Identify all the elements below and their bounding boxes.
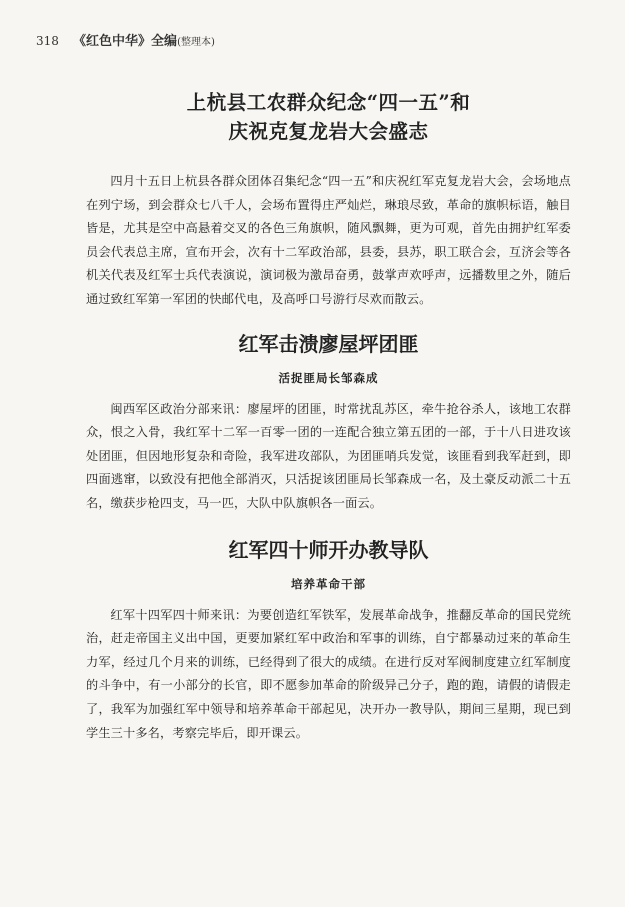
article-1-title-line-1: 上杭县工农群众纪念“四一五”和	[186, 91, 471, 114]
page-content	[86, 88, 571, 745]
edition-note: (整理本)	[177, 37, 215, 48]
article-1	[86, 88, 571, 312]
running-head	[36, 30, 215, 49]
page-number: 318	[36, 34, 59, 48]
article-3-subtitle: 培养革命干部	[291, 576, 366, 591]
article-3-body: 红军十四军四十师来讯：为要创造红军铁军，发展革命战争，推翻反革命的国民党统治，赶走帝国主义出中国，更要加紧红军中政治和军事的训练，自宁都暴动过来的革命生力军，经过几个月来的训练，已经得到了很大的成绩。在进行反对军阀制度建立红军制度的斗争中，有一小部分的长官，即不愿参加革命的阶级异己分子，跑的跑，请假的请假走了，我军为加强红军中领导和培养革命干部起见，决开办一教导队，期间三星期，现已到学生三十多名，考察完毕后，即开课云。	[86, 607, 571, 740]
article-1-title-line-2: 庆祝克复龙岩大会盛志	[228, 120, 429, 143]
article-3-title: 红军四十师开办教导队	[228, 537, 429, 562]
article-2-title: 红军击溃廖屋坪团匪	[238, 331, 419, 356]
article-2-body: 闽西军区政治分部来讯：廖屋坪的团匪，时常扰乱苏区，牵牛抢谷杀人，该地工农群众，恨之入骨，我红军十二军一百零一团的一连配合独立第五团的一部，于十八日进攻该处团匪，但因地形复杂和奇险，我军进攻部队，为团匪哨兵发觉，该匪看到我军赶到，即四面逃窜，以致没有把他全部消灭，只活捉该团匪局长邹森成一名，及土豪反动派二十五名，缴获步枪四支，马一匹，大队中队旗帜各一面云。	[86, 401, 571, 510]
book-title: 《红色中华》全编	[73, 34, 178, 49]
article-2	[86, 330, 571, 516]
article-2-subtitle: 活捉匪局长邹森成	[278, 370, 379, 385]
article-1-title	[86, 88, 571, 146]
article-3	[86, 536, 571, 746]
article-1-body: 四月十五日上杭县各群众团体召集纪念“四一五”和庆祝红军克复龙岩大会，会场地点在列宁场，到会群众七八千人，会场布置得庄严灿烂，琳琅尽致，革命的旗帜标语，触目皆是，尤其是空中高悬着交叉的各色三角旗帜，随风飘舞，更为可观，首先由拥护红军委员会代表总主席，宣布开会，次有十二军政治部，县委，县苏，职工联合会，互济会等各机关代表及红军士兵代表演说，演词极为激昂奋勇，鼓掌声欢呼声，远播数里之外，随后通过致红军第一军团的快邮代电，及高呼口号游行尽欢而散云。	[86, 174, 571, 306]
